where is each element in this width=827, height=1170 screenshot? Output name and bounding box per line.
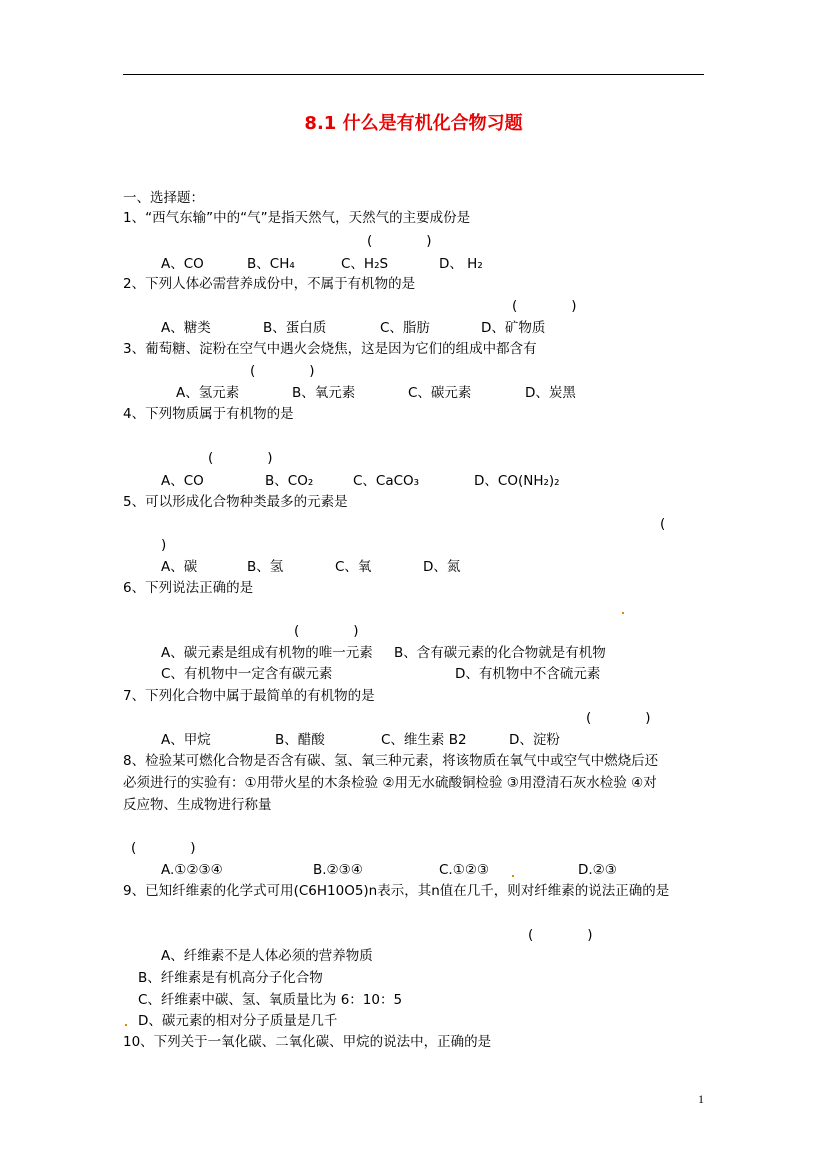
question-3-answer-blank: ( ) (250, 363, 315, 379)
option-c: C、维生素 B2 (381, 732, 467, 748)
option-d: D、 H₂ (439, 256, 483, 272)
question-7-answer-blank: ( ) (586, 710, 651, 726)
question-7-stem: 7、下列化合物中属于最简单的有机物的是 (123, 688, 375, 704)
stray-mark (512, 875, 514, 877)
option-a: A、糖类 (161, 320, 211, 336)
option-d: D、CO(NH₂)₂ (474, 473, 560, 489)
question-3-stem: 3、葡萄糖、淀粉在空气中遇火会烧焦，这是因为它们的组成中都含有 (123, 341, 537, 357)
question-2-stem: 2、下列人体必需营养成份中，不属于有机物的是 (123, 276, 416, 292)
question-9-option-d: D、碳元素的相对分子质量是几千 (138, 1013, 338, 1029)
question-5-paren-close: ) (161, 537, 167, 553)
option-b: B.②③④ (313, 862, 363, 878)
question-6-answer-blank: ( ) (294, 623, 359, 639)
question-8-stem-line-1: 8、检验某可燃化合物是否含有碳、氢、氧三种元素，将该物质在氧气中或空气中燃烧后还 (123, 753, 659, 769)
option-b: B、蛋白质 (263, 320, 327, 336)
question-6-option-d: D、有机物中不含硫元素 (455, 666, 601, 682)
stray-mark (125, 1024, 127, 1026)
question-7-options (161, 732, 591, 748)
option-b: B、氧元素 (292, 385, 356, 401)
question-4-answer-blank: ( ) (208, 450, 273, 466)
question-5-options (161, 559, 581, 575)
question-1-options (161, 256, 581, 272)
option-a: A、CO (161, 473, 204, 489)
question-6-option-c: C、有机物中一定含有碳元素 (161, 666, 333, 682)
stray-mark (622, 612, 624, 614)
option-d: D、矿物质 (481, 320, 546, 336)
option-b: B、CH₄ (247, 256, 295, 272)
question-9-answer-blank: ( ) (528, 927, 593, 943)
option-c: C、氧 (335, 559, 372, 575)
question-8-stem-line-2: 必须进行的实验有：①用带火星的木条检验 ②用无水硫酸铜检验 ③用澄清石灰水检验 ④对 (123, 775, 657, 791)
option-c: C、CaCO₃ (353, 473, 420, 489)
question-10-stem: 10、下列关于一氧化碳、二氧化碳、甲烷的说法中，正确的是 (123, 1034, 492, 1050)
question-4-stem: 4、下列物质属于有机物的是 (123, 406, 294, 422)
option-a: A、氢元素 (176, 385, 240, 401)
question-9-option-a: A、纤维素不是人体必须的营养物质 (161, 948, 373, 964)
option-c: C、脂肪 (380, 320, 430, 336)
question-1-stem: 1、“西气东输”中的“气”是指天然气，天然气的主要成份是 (123, 210, 471, 226)
question-8-options (161, 862, 641, 878)
option-a: A、碳 (161, 559, 198, 575)
question-9-stem: 9、已知纤维素的化学式可用(C6H10O5)n表示，其n值在几千，则对纤维素的说法正确的是 (123, 883, 670, 899)
question-5-stem: 5、可以形成化合物种类最多的元素是 (123, 494, 348, 510)
option-a: A、CO (161, 256, 204, 272)
option-c: C、H₂S (341, 256, 389, 272)
question-8-answer-blank: ( ) (131, 840, 196, 856)
page-number: 1 (698, 1092, 704, 1106)
question-9-option-b: B、纤维素是有机高分子化合物 (138, 970, 323, 986)
option-d: D.②③ (578, 862, 617, 878)
question-8-stem-line-3: 反应物、生成物进行称量 (123, 797, 272, 813)
question-3-options (176, 385, 596, 401)
question-2-options (161, 320, 581, 336)
option-b: B、醋酸 (275, 732, 325, 748)
option-d: D、炭黑 (525, 385, 576, 401)
question-2-answer-blank: ( ) (512, 298, 577, 314)
question-6-option-a: A、碳元素是组成有机物的唯一元素 (161, 645, 373, 661)
option-a: A.①②③④ (161, 862, 223, 878)
page-title: 8.1 什么是有机化合物习题 (304, 113, 523, 134)
option-a: A、甲烷 (161, 732, 211, 748)
option-b: B、氢 (247, 559, 284, 575)
question-1-answer-blank: ( ) (367, 233, 432, 249)
question-5-paren-open: ( (660, 516, 666, 532)
option-d: D、氮 (423, 559, 461, 575)
option-c: C、碳元素 (408, 385, 472, 401)
question-4-options (161, 473, 591, 489)
section-heading: 一、选择题： (123, 190, 204, 206)
option-c: C.①②③ (439, 862, 490, 878)
question-6-stem: 6、下列说法正确的是 (123, 580, 254, 596)
option-b: B、CO₂ (265, 473, 314, 489)
question-6-option-b: B、含有碳元素的化合物就是有机物 (394, 645, 606, 661)
question-9-option-c: C、纤维素中碳、氢、氧质量比为 6：10：5 (138, 992, 403, 1008)
header-rule (123, 74, 704, 75)
option-d: D、淀粉 (509, 732, 560, 748)
